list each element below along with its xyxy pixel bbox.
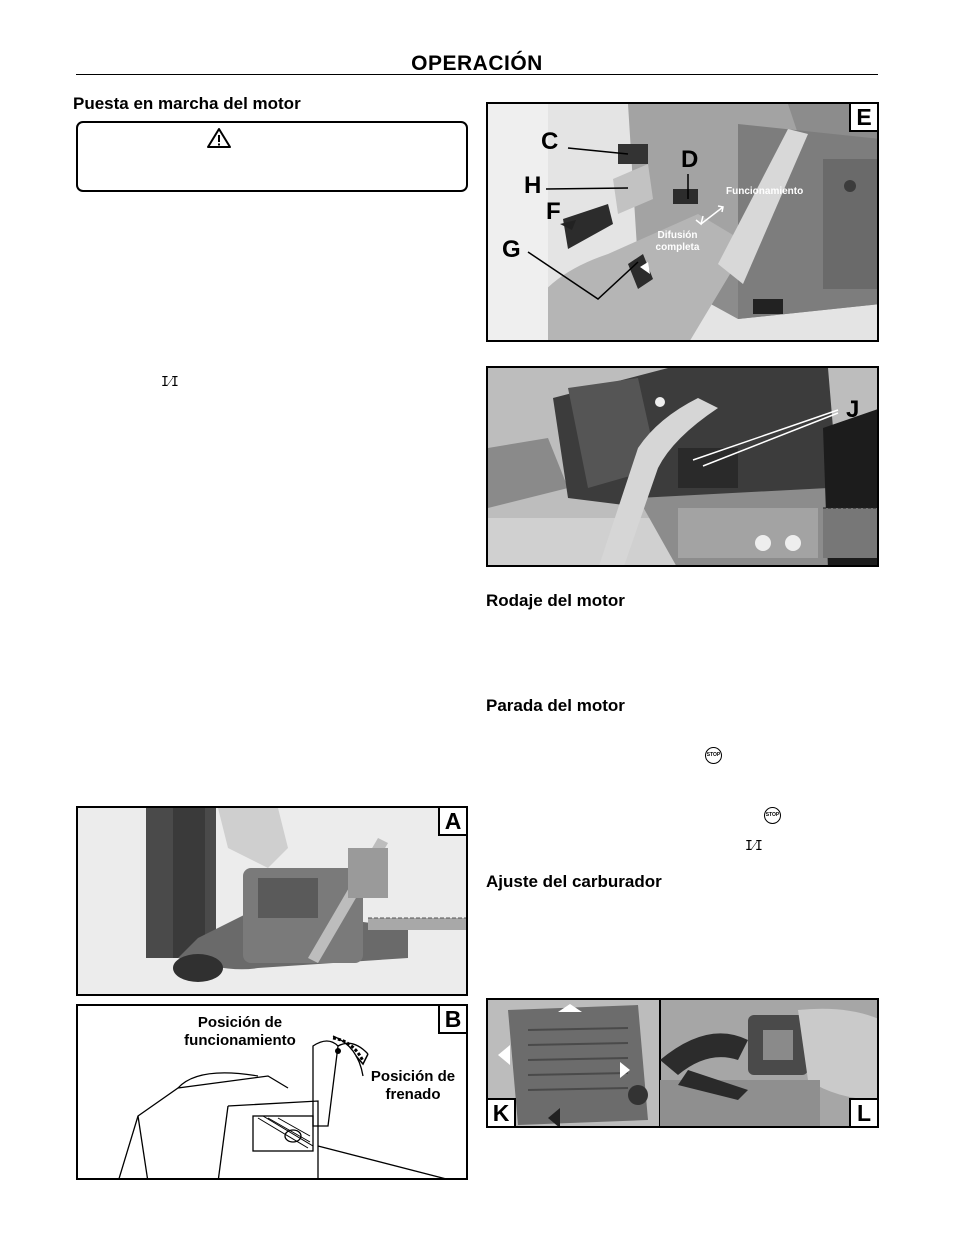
- heading-stop-engine: Parada del motor: [486, 696, 625, 715]
- stop-symbol-icon-2: STOP: [764, 807, 781, 824]
- figure-e-label: E: [849, 102, 879, 132]
- carburetor-adjust-illustration: [488, 1000, 879, 1128]
- warning-box: [76, 121, 468, 192]
- heading-break-in: Rodaje del motor: [486, 591, 625, 610]
- warning-triangle-icon: [206, 127, 232, 149]
- choke-symbol-icon: I⁄I: [161, 375, 179, 390]
- figure-b-label: B: [438, 1004, 468, 1034]
- figure-a-label: A: [438, 806, 468, 836]
- stop-symbol-icon: STOP: [705, 747, 722, 764]
- callout-f: F: [546, 198, 561, 225]
- choke-symbol-icon-2: I⁄I: [745, 839, 763, 854]
- callout-d: D: [681, 146, 699, 173]
- photo-figures-k-l: [486, 998, 879, 1128]
- callout-c: C: [541, 128, 559, 155]
- figure-l-label: L: [849, 1098, 879, 1128]
- heading-start-engine: Puesta en marcha del motor: [73, 94, 301, 113]
- brake-position-label: Posición de frenado: [370, 1068, 456, 1103]
- callout-j: J: [846, 396, 860, 423]
- full-choke-text: Difusión completa: [655, 230, 700, 253]
- run-position-text: Funcionamiento: [726, 186, 804, 197]
- callout-h: H: [524, 172, 542, 199]
- title-rule: [76, 74, 878, 75]
- photo-figure-e: [486, 102, 879, 342]
- callout-g: G: [502, 236, 521, 263]
- heading-carburetor: Ajuste del carburador: [486, 872, 662, 891]
- page-title: OPERACIÓN: [411, 52, 543, 75]
- figure-j-leader-lines: [488, 368, 879, 567]
- figure-k-label: K: [486, 1098, 516, 1128]
- chainsaw-start-illustration: [78, 808, 468, 996]
- photo-figure-a: [76, 806, 468, 996]
- drawing-figure-b: [76, 1004, 468, 1180]
- photo-figure-j: [486, 366, 879, 567]
- run-position-label: Posición de funcionamiento: [184, 1014, 296, 1049]
